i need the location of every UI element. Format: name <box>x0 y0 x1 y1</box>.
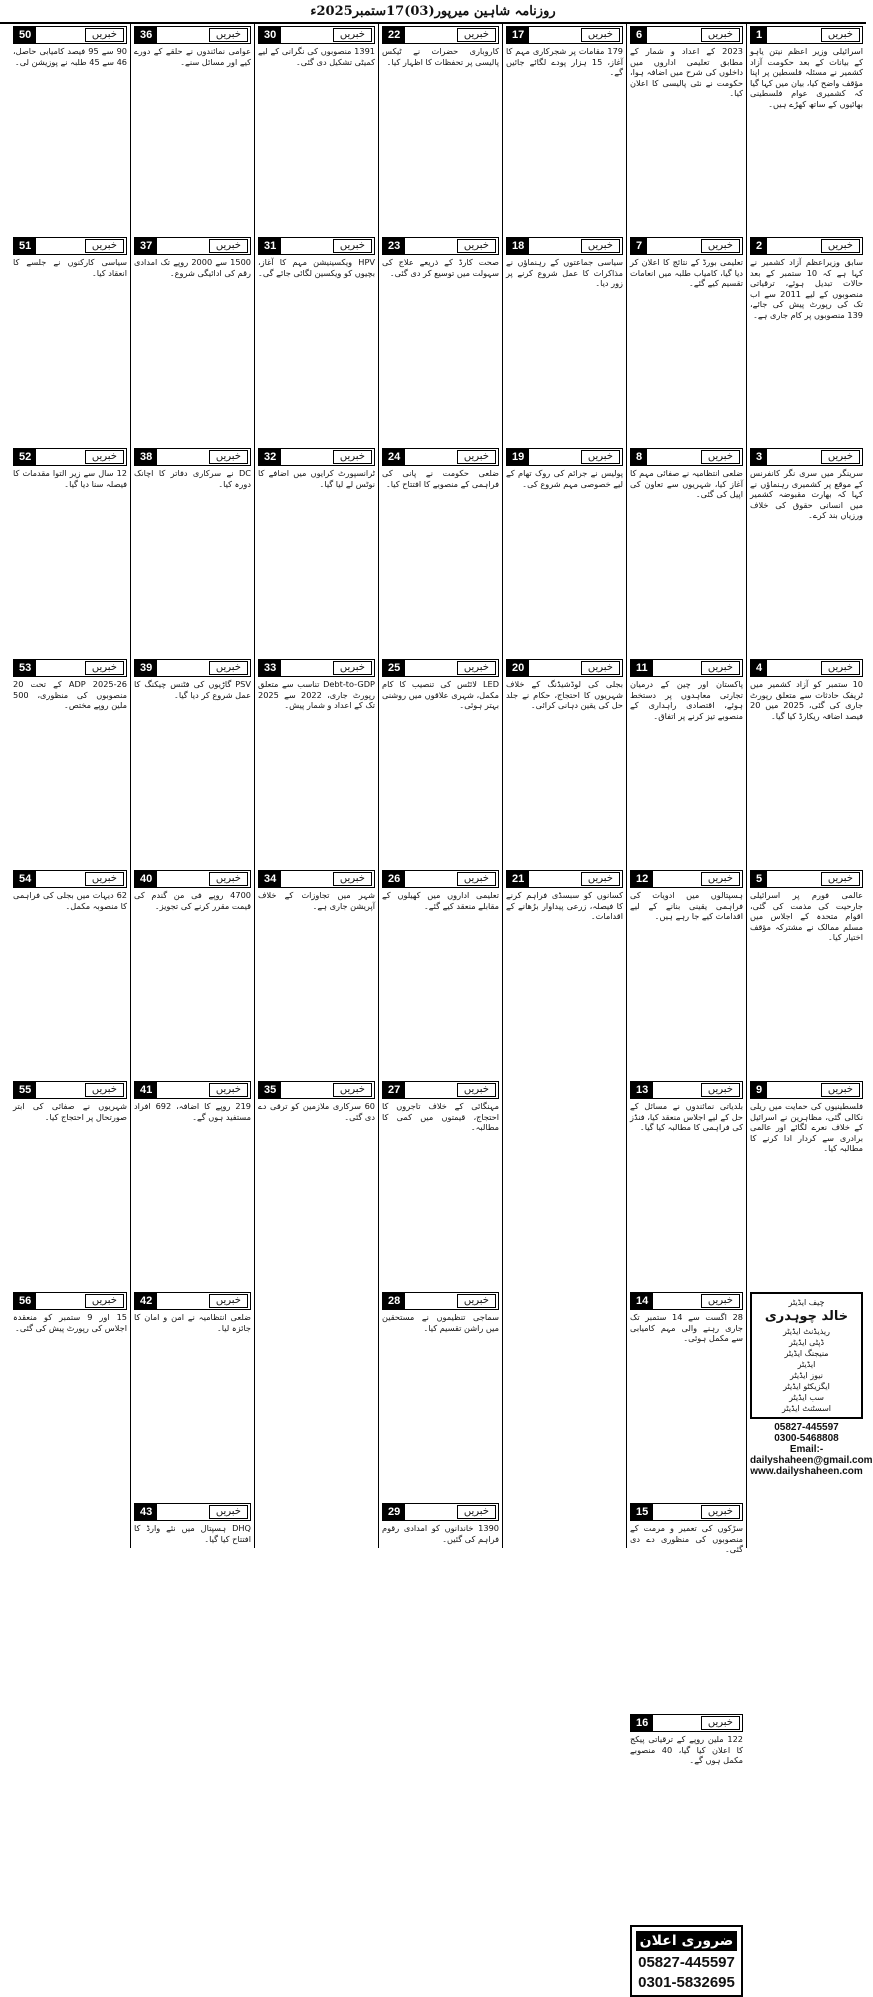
news-item-text: Debt-to-GDP تناسب سے متعلق رپورٹ جاری، 2022 سے 2025 تک کے اعداد و شمار پیش۔ <box>258 679 375 711</box>
news-item-number: 55 <box>14 1082 36 1098</box>
news-column <box>378 24 502 1548</box>
news-item <box>134 1503 251 1708</box>
news-item-text: عوامی نمائندوں نے حلقے کے دورے کیے اور مسائل سنے۔ <box>134 46 251 67</box>
news-item-header <box>134 1292 251 1310</box>
news-item-header <box>750 659 863 677</box>
news-item-text: پاکستان اور چین کے درمیان تجارتی معاہدوں پر دستخط ہوئے، اقتصادی راہداری کے منصوبے تیز کرنے پر اتفاق۔ <box>630 679 743 721</box>
news-item-text: 4700 روپے فی من گندم کی قیمت مقرر کرنے کی تجویز۔ <box>134 890 251 911</box>
news-item <box>506 237 623 442</box>
news-item-label: خبریں <box>457 661 496 675</box>
contact-info <box>750 1422 873 1477</box>
news-item-header <box>13 26 127 44</box>
news-item-text: DC نے سرکاری دفاتر کا اچانک دورہ کیا۔ <box>134 468 251 489</box>
news-item <box>750 237 863 442</box>
news-item-header <box>258 659 375 677</box>
news-item-label: خبریں <box>209 1083 248 1097</box>
news-item <box>258 659 375 864</box>
news-item-label: خبریں <box>457 1505 496 1519</box>
news-item <box>630 237 743 442</box>
staff-line: ایڈیٹر <box>797 1360 816 1369</box>
news-item <box>506 870 623 1075</box>
news-item-label: خبریں <box>457 872 496 886</box>
news-item-header <box>506 870 623 888</box>
news-item-label: خبریں <box>85 450 124 464</box>
news-item <box>13 1292 127 1497</box>
news-item-text: سرینگر میں سری نگر کانفرنس کے موقع پر کشمیری رہنماؤں نے کہا کہ بھارت مقبوضہ کشمیر میں انسانی حقوق کی خلاف ورزیاں بند کرے۔ <box>750 468 863 521</box>
news-item-label: خبریں <box>209 239 248 253</box>
contact-line: 05827-445597 <box>774 1422 839 1433</box>
news-item-header <box>13 448 127 466</box>
staff-line: منیجنگ ایڈیٹر <box>784 1349 829 1358</box>
news-item-header <box>258 237 375 255</box>
news-item-text: 1391 منصوبوں کی نگرانی کے لیے کمیٹی تشکیل دی گئی۔ <box>258 46 375 67</box>
news-item-text: 12 سال سے زیر التوا مقدمات کا فیصلہ سنا دیا گیا۔ <box>13 468 127 489</box>
news-item-number: 35 <box>259 1082 281 1098</box>
news-item-number: 36 <box>135 27 157 43</box>
news-item-label: خبریں <box>209 28 248 42</box>
news-item-text: 2023 کے اعداد و شمار کے مطابق تعلیمی اداروں میں داخلوں کی شرح میں اضافہ ہوا، حکومت نے نئی پالیسی کا اعلان کیا۔ <box>630 46 743 99</box>
news-item-text: تعلیمی اداروں میں کھیلوں کے مقابلے منعقد کیے گئے۔ <box>382 890 499 911</box>
news-item <box>382 870 499 1075</box>
staff-line: خالد چوہدری <box>764 1309 849 1324</box>
news-item-header <box>750 1081 863 1099</box>
news-item-number: 40 <box>135 871 157 887</box>
news-item <box>382 1081 499 1286</box>
news-item-number: 19 <box>507 449 529 465</box>
news-item-label: خبریں <box>333 661 372 675</box>
news-item-text: شہر میں تجاوزات کے خلاف آپریشن جاری ہے۔ <box>258 890 375 911</box>
news-item-number: 2 <box>751 238 767 254</box>
news-item-header <box>630 1081 743 1099</box>
news-item <box>630 1503 743 1708</box>
news-item-label: خبریں <box>701 661 740 675</box>
news-item-number: 52 <box>14 449 36 465</box>
news-item-header <box>382 1503 499 1521</box>
news-item-label: خبریں <box>701 1294 740 1308</box>
news-item-label: خبریں <box>85 872 124 886</box>
news-item-text: تعلیمی بورڈ کے نتائج کا اعلان کر دیا گیا، کامیاب طلبہ میں انعامات تقسیم کیے گئے۔ <box>630 257 743 289</box>
news-item-label: خبریں <box>85 28 124 42</box>
news-item-text: PSV گاڑیوں کی فٹنس چیکنگ کا عمل شروع کر دیا گیا۔ <box>134 679 251 700</box>
news-item-header <box>382 870 499 888</box>
news-item-text: 179 مقامات پر شجرکاری مہم کا آغاز، 15 ہزار پودے لگائے جائیں گے۔ <box>506 46 624 78</box>
news-item <box>258 448 375 653</box>
news-item-header <box>13 237 127 255</box>
news-item <box>258 1081 375 1286</box>
news-column <box>626 24 746 1991</box>
news-item <box>506 448 623 653</box>
staff-line: اسسٹنٹ ایڈیٹر <box>782 1404 831 1413</box>
news-item-number: 51 <box>14 238 36 254</box>
news-item-number: 3 <box>751 449 767 465</box>
news-item-header <box>630 1714 743 1732</box>
news-item-header <box>134 448 251 466</box>
news-item-number: 42 <box>135 1293 157 1309</box>
news-item-header <box>13 870 127 888</box>
news-item-header <box>134 26 251 44</box>
news-item-number: 5 <box>751 871 767 887</box>
news-column <box>746 24 873 1548</box>
news-column <box>254 24 378 1548</box>
news-item-header <box>134 659 251 677</box>
news-item-header <box>13 1081 127 1099</box>
news-item-text: فلسطینیوں کی حمایت میں ریلی نکالی گئی، مظاہرین نے اسرائیل کے خلاف نعرے لگائے اور عالمی برادری سے کردار ادا کرنے کا مطالبہ کیا۔ <box>750 1101 863 1154</box>
staff-line: ڈپٹی ایڈیٹر <box>788 1338 825 1347</box>
news-item-label: خبریں <box>581 239 620 253</box>
news-item-number: 20 <box>507 660 529 676</box>
staff-line: ایگزیکٹو ایڈیٹر <box>783 1382 830 1391</box>
news-item-text: ٹرانسپورٹ کرایوں میں اضافے کا نوٹس لے لیا گیا۔ <box>258 468 375 489</box>
news-item-text: 60 سرکاری ملازمین کو ترقی دے دی گئی۔ <box>258 1101 375 1122</box>
news-item-number: 18 <box>507 238 529 254</box>
news-item-label: خبریں <box>85 1083 124 1097</box>
news-item <box>750 870 863 1075</box>
news-item-number: 13 <box>631 1082 653 1098</box>
news-item-label: خبریں <box>821 661 860 675</box>
news-item-label: خبریں <box>821 239 860 253</box>
news-item <box>630 448 743 653</box>
news-item-header <box>382 26 499 44</box>
news-item-number: 23 <box>383 238 405 254</box>
news-item <box>382 26 499 231</box>
news-item-label: خبریں <box>581 28 620 42</box>
news-item-label: خبریں <box>333 239 372 253</box>
news-item-number: 39 <box>135 660 157 676</box>
news-item-number: 21 <box>507 871 529 887</box>
news-item-text: 90 سے 95 فیصد کامیابی حاصل، 46 سے 45 طلبہ نے پوزیشن لی۔ <box>13 46 127 67</box>
news-item <box>750 1081 863 1286</box>
staff-line: نیوز ایڈیٹر <box>790 1371 823 1380</box>
news-item-text: ضلعی حکومت نے پانی کی فراہمی کے منصوبے کا افتتاح کیا۔ <box>382 468 499 489</box>
news-item-number: 41 <box>135 1082 157 1098</box>
news-item-text: شہریوں نے صفائی کی ابتر صورتحال پر احتجاج کیا۔ <box>13 1101 127 1122</box>
news-item-number: 17 <box>507 27 529 43</box>
news-column <box>10 24 130 1548</box>
news-item-text: LED لائٹس کی تنصیب کا کام مکمل، شہری علاقوں میں روشنی بہتر ہوئی۔ <box>382 679 499 711</box>
news-item <box>134 1292 251 1497</box>
news-item-text: کسانوں کو سبسڈی فراہم کرنے کا فیصلہ، زرعی پیداوار بڑھانے کے اقدامات۔ <box>506 890 623 922</box>
news-item <box>750 659 863 864</box>
page-masthead: روزنامہ شاہین میرپور(03)17ستمبر2025ء <box>0 0 866 24</box>
news-item <box>630 1292 743 1497</box>
news-item-label: خبریں <box>333 872 372 886</box>
news-item-header <box>506 237 623 255</box>
news-item <box>750 448 863 653</box>
news-item <box>134 448 251 653</box>
news-item-number: 56 <box>14 1293 36 1309</box>
news-item-header <box>134 1081 251 1099</box>
news-item-number: 30 <box>259 27 281 43</box>
news-item-label: خبریں <box>701 1505 740 1519</box>
news-item-label: خبریں <box>581 661 620 675</box>
news-item-text: بجلی کی لوڈشیڈنگ کے خلاف شہریوں کا احتجاج، حکام نے جلد حل کی یقین دہانی کرائی۔ <box>506 679 623 711</box>
news-item-text: 62 دیہات میں بجلی کی فراہمی کا منصوبہ مکمل۔ <box>13 890 127 911</box>
news-item <box>630 1714 743 1919</box>
news-item-label: خبریں <box>457 28 496 42</box>
news-item-text: سیاسی جماعتوں کے رہنماؤں نے مذاکرات کا عمل شروع کرنے پر زور دیا۔ <box>506 257 623 289</box>
news-item <box>134 659 251 864</box>
news-item-number: 22 <box>383 27 405 43</box>
news-item-text: عالمی فورم پر اسرائیلی جارحیت کی مذمت کی گئی، اقوام متحدہ کے اجلاس میں مسلم ممالک نے مشترکہ مؤقف اختیار کیا۔ <box>750 890 863 943</box>
news-item <box>258 870 375 1075</box>
news-item-header <box>134 1503 251 1521</box>
news-item-label: خبریں <box>581 450 620 464</box>
news-item <box>134 870 251 1075</box>
news-item-text: ضلعی انتظامیہ نے صفائی مہم کا آغاز کیا، شہریوں سے تعاون کی اپیل کی گئی۔ <box>630 468 743 500</box>
news-item-header <box>630 26 743 44</box>
news-item <box>13 659 127 864</box>
news-item <box>13 237 127 442</box>
news-item-header <box>134 237 251 255</box>
news-item <box>382 1292 499 1497</box>
announcement-box <box>630 1925 743 1997</box>
news-item-text: ADP 2025-26 کے تحت 20 منصوبوں کی منظوری، 500 ملین روپے مختص۔ <box>13 679 127 711</box>
news-item-label: خبریں <box>821 872 860 886</box>
news-item-header <box>382 1292 499 1310</box>
news-item-number: 31 <box>259 238 281 254</box>
news-item-number: 24 <box>383 449 405 465</box>
news-item <box>13 448 127 653</box>
news-item-text: سڑکوں کی تعمیر و مرمت کے منصوبوں کی منظوری دے دی گئی۔ <box>630 1523 743 1555</box>
news-item-header <box>258 1081 375 1099</box>
news-item-number: 4 <box>751 660 767 676</box>
news-item-header <box>750 237 863 255</box>
news-item-text: 122 ملین روپے کے ترقیاتی پیکج کا اعلان کیا گیا، 40 منصوبے مکمل ہوں گے۔ <box>630 1734 743 1766</box>
news-item-header <box>630 659 743 677</box>
news-item-header <box>382 237 499 255</box>
news-item <box>506 659 623 864</box>
news-item-text: سماجی تنظیموں نے مستحقین میں راشن تقسیم کیا۔ <box>382 1312 499 1333</box>
news-item <box>630 26 743 231</box>
news-item-label: خبریں <box>821 1083 860 1097</box>
contact-line: Email:-dailyshaheen@gmail.com <box>750 1444 873 1466</box>
news-item-label: خبریں <box>209 872 248 886</box>
news-item <box>750 26 863 231</box>
news-item-label: خبریں <box>209 450 248 464</box>
staff-line: سب ایڈیٹر <box>789 1393 824 1402</box>
news-item-number: 9 <box>751 1082 767 1098</box>
staff-line: ریذیڈنٹ ایڈیٹر <box>782 1327 831 1336</box>
news-item-label: خبریں <box>85 239 124 253</box>
news-item <box>630 659 743 864</box>
news-item <box>382 448 499 653</box>
news-item-label: خبریں <box>701 28 740 42</box>
news-item-label: خبریں <box>333 28 372 42</box>
news-item-label: خبریں <box>209 661 248 675</box>
news-item-text: 1390 خاندانوں کو امدادی رقوم فراہم کی گئیں۔ <box>382 1523 499 1544</box>
news-item-number: 43 <box>135 1504 157 1520</box>
news-item-text: بلدیاتی نمائندوں نے مسائل کے حل کے لیے اجلاس منعقد کیا، فنڈز کی فراہمی کا مطالبہ کیا گیا۔ <box>630 1101 743 1133</box>
news-item-number: 8 <box>631 449 647 465</box>
news-item-number: 25 <box>383 660 405 676</box>
news-item-label: خبریں <box>701 1716 740 1730</box>
news-item <box>382 659 499 864</box>
news-item-label: خبریں <box>701 872 740 886</box>
news-item <box>382 1503 499 1708</box>
news-item <box>13 1081 127 1286</box>
news-item-header <box>382 1081 499 1099</box>
news-item <box>134 26 251 231</box>
news-item-number: 38 <box>135 449 157 465</box>
news-item-header <box>382 448 499 466</box>
staff-box <box>750 1292 863 1419</box>
news-item-header <box>750 448 863 466</box>
news-item-number: 12 <box>631 871 653 887</box>
news-item-header <box>258 26 375 44</box>
news-item-number: 54 <box>14 871 36 887</box>
news-item-header <box>750 870 863 888</box>
news-item-label: خبریں <box>85 661 124 675</box>
news-item-number: 29 <box>383 1504 405 1520</box>
news-item-text: صحت کارڈ کے ذریعے علاج کی سہولت میں توسیع کر دی گئی۔ <box>382 257 499 278</box>
news-item-label: خبریں <box>821 450 860 464</box>
news-item-label: خبریں <box>701 1083 740 1097</box>
news-item-number: 32 <box>259 449 281 465</box>
news-item-header <box>134 870 251 888</box>
news-item-label: خبریں <box>701 450 740 464</box>
news-item-text: اسرائیلی وزیر اعظم نیتن یاہو کے بیانات کے بعد حکومت آزاد کشمیر نے مسئلہ فلسطین پر اپنا مؤقف واضح کیا، بیان میں کہا گیا کہ کشمیری عوام فلسطینی بھائیوں کے ساتھ کھڑے ہیں۔ <box>750 46 863 109</box>
news-item-text: مہنگائی کے خلاف تاجروں کا احتجاج، قیمتوں میں کمی کا مطالبہ۔ <box>382 1101 499 1133</box>
news-item-header <box>630 870 743 888</box>
news-item-text: 15 اور 9 ستمبر کو منعقدہ اجلاس کی رپورٹ پیش کی گئی۔ <box>13 1312 128 1333</box>
news-item-header <box>13 1292 127 1310</box>
contact-line: 0300-5468808 <box>774 1433 839 1444</box>
announcement-phone: 0301-5832695 <box>638 1974 735 1991</box>
news-item-text: DHQ ہسپتال میں نئے وارڈ کا افتتاح کیا گیا۔ <box>134 1523 251 1544</box>
news-item <box>630 1081 743 1286</box>
news-item-number: 16 <box>631 1715 653 1731</box>
news-item-number: 37 <box>135 238 157 254</box>
news-item-text: 28 اگست سے 14 ستمبر تک جاری رہنے والی مہم کامیابی سے مکمل ہوئی۔ <box>630 1312 743 1344</box>
news-item-number: 6 <box>631 27 647 43</box>
announcement-title: ضروری اعلان <box>636 1931 737 1951</box>
news-item-number: 15 <box>631 1504 653 1520</box>
news-item <box>630 870 743 1075</box>
news-item <box>13 870 127 1075</box>
news-item <box>506 26 623 231</box>
news-column <box>502 24 626 1548</box>
news-item-number: 26 <box>383 871 405 887</box>
announcement-phone: 05827-445597 <box>638 1954 735 1971</box>
news-item-header <box>258 870 375 888</box>
news-item-header <box>630 448 743 466</box>
news-item-number: 50 <box>14 27 36 43</box>
news-item <box>134 237 251 442</box>
news-item-text: سابق وزیراعظم آزاد کشمیر نے کہا ہے کہ 10 ستمبر کے بعد حالات تبدیل ہوئے، ترقیاتی منصوبوں کے لیے 2011 سے اب تک کی رپورٹ پیش کی جائے، 139 منصوبوں پر کام جاری ہے۔ <box>750 257 863 320</box>
news-item <box>258 237 375 442</box>
news-item-number: 1 <box>751 27 767 43</box>
news-item-text: 1500 سے 2000 روپے تک امدادی رقم کی ادائیگی شروع۔ <box>134 257 251 278</box>
news-item-header <box>382 659 499 677</box>
news-item-number: 11 <box>631 660 653 676</box>
news-item-number: 14 <box>631 1293 653 1309</box>
news-item <box>258 26 375 231</box>
news-item-header <box>630 1503 743 1521</box>
news-item-header <box>506 26 623 44</box>
news-item-text: 10 ستمبر کو آزاد کشمیر میں ٹریفک حادثات سے متعلق رپورٹ جاری کی گئی، 2025 میں 20 فیصد اضافہ ریکارڈ کیا گیا۔ <box>750 679 863 721</box>
news-item-label: خبریں <box>457 1294 496 1308</box>
news-item-header <box>506 448 623 466</box>
news-item <box>13 26 127 231</box>
news-item-label: خبریں <box>333 1083 372 1097</box>
news-item-header <box>630 237 743 255</box>
news-item-text: پولیس نے جرائم کی روک تھام کے لیے خصوصی مہم شروع کی۔ <box>506 468 623 489</box>
news-item-label: خبریں <box>457 239 496 253</box>
news-item-text: 219 روپے کا اضافہ، 692 افراد مستفید ہوں گے۔ <box>134 1101 251 1122</box>
news-item-header <box>506 659 623 677</box>
news-column <box>130 24 254 1548</box>
news-item-number: 27 <box>383 1082 405 1098</box>
news-item-label: خبریں <box>333 450 372 464</box>
news-item-number: 7 <box>631 238 647 254</box>
news-item-header <box>13 659 127 677</box>
news-item-label: خبریں <box>581 872 620 886</box>
news-item-text: ہسپتالوں میں ادویات کی فراہمی یقینی بنانے کے لیے اقدامات کیے جا رہے ہیں۔ <box>630 890 743 922</box>
news-item-label: خبریں <box>209 1294 248 1308</box>
news-item-label: خبریں <box>457 1083 496 1097</box>
news-item-label: خبریں <box>209 1505 248 1519</box>
news-item-text: سیاسی کارکنوں نے جلسے کا انعقاد کیا۔ <box>13 257 127 278</box>
news-item-header <box>258 448 375 466</box>
news-item-number: 34 <box>259 871 281 887</box>
news-item-label: خبریں <box>701 239 740 253</box>
news-item-header <box>750 26 863 44</box>
news-item <box>382 237 499 442</box>
news-item-text: ضلعی انتظامیہ نے امن و امان کا جائزہ لیا۔ <box>134 1312 251 1333</box>
news-item-number: 28 <box>383 1293 405 1309</box>
staff-line: چیف ایڈیٹر <box>788 1298 825 1307</box>
news-item-label: خبریں <box>821 28 860 42</box>
news-item-text: HPV ویکسینیشن مہم کا آغاز، بچیوں کو ویکسین لگائی جائے گی۔ <box>258 257 375 278</box>
news-item-header <box>630 1292 743 1310</box>
news-item-label: خبریں <box>85 1294 124 1308</box>
contact-line: www.dailyshaheen.com <box>750 1466 863 1477</box>
news-item-text: کاروباری حضرات نے ٹیکس پالیسی پر تحفظات کا اظہار کیا۔ <box>382 46 499 67</box>
news-item-number: 53 <box>14 660 36 676</box>
news-item-number: 33 <box>259 660 281 676</box>
news-item-label: خبریں <box>457 450 496 464</box>
news-item <box>134 1081 251 1286</box>
